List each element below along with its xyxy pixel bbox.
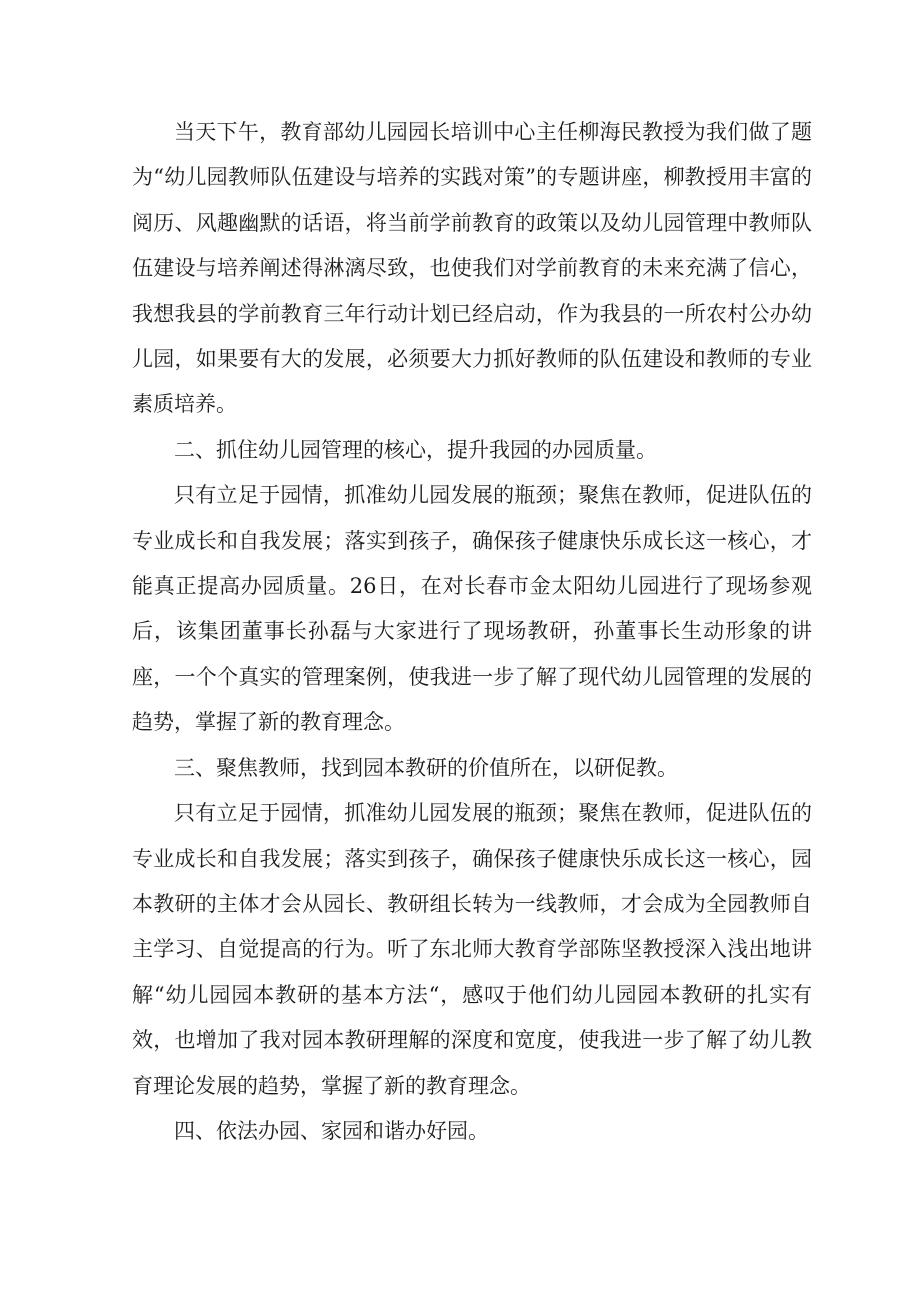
section-heading-management-core: 二、抓住幼儿园管理的核心，提升我园的办园质量。 xyxy=(174,437,657,462)
document-body xyxy=(132,110,812,1154)
section-heading-lawful-operation: 四、依法办园、家园和谐办好园。 xyxy=(174,1118,489,1143)
paragraph-teaching-research: 只有立足于园情，抓准幼儿园发展的瓶颈；聚焦在教师，促进队伍的专业成长和自我发展；落实到孩子，确保孩子健康快乐成长这一核心，园本教研的主体才会从园长、教研组长转为一线教师，才会成为全园教师自主学习、自觉提高的行为。听了东北师大教育学部陈坚教授深入浅出地讲解“幼儿园园本教研的基本方法“，感叹于他们幼儿园园本教研的扎实有效，也增加了我对园本教研理解的深度和宽度，使我进一步了解了幼儿教育理论发展的趋势，掌握了新的教育理念。 xyxy=(132,801,812,1098)
paragraph-management-core: 只有立足于园情，抓准幼儿园发展的瓶颈；聚焦在教师，促进队伍的专业成长和自我发展；落实到孩子，确保孩子健康快乐成长这一核心，才能真正提高办园质量。26日，在对长春市金太阳幼儿园进行了现场参观后，该集团董事长孙磊与大家进行了现场教研，孙董事长生动形象的讲座，一个个真实的管理案例，使我进一步了解了现代幼儿园管理的发展的趋势，掌握了新的教育理念。 xyxy=(132,483,812,735)
paragraph-lecture-summary: 当天下午，教育部幼儿园园长培训中心主任柳海民教授为我们做了题为“幼儿园教师队伍建设与培养的实践对策”的专题讲座，柳教授用丰富的阅历、风趣幽默的话语，将当前学前教育的政策以及幼儿园管理中教师队伍建设与培养阐述得淋漓尽致，也使我们对学前教育的未来充满了信心，我想我县的学前教育三年行动计划已经启动，作为我县的一所农村公办幼儿园，如果要有大的发展，必须要大力抓好教师的队伍建设和教师的专业素质培养。 xyxy=(132,120,812,417)
section-heading-teaching-research: 三、聚焦教师，找到园本教研的价值所在，以研促教。 xyxy=(174,755,678,780)
